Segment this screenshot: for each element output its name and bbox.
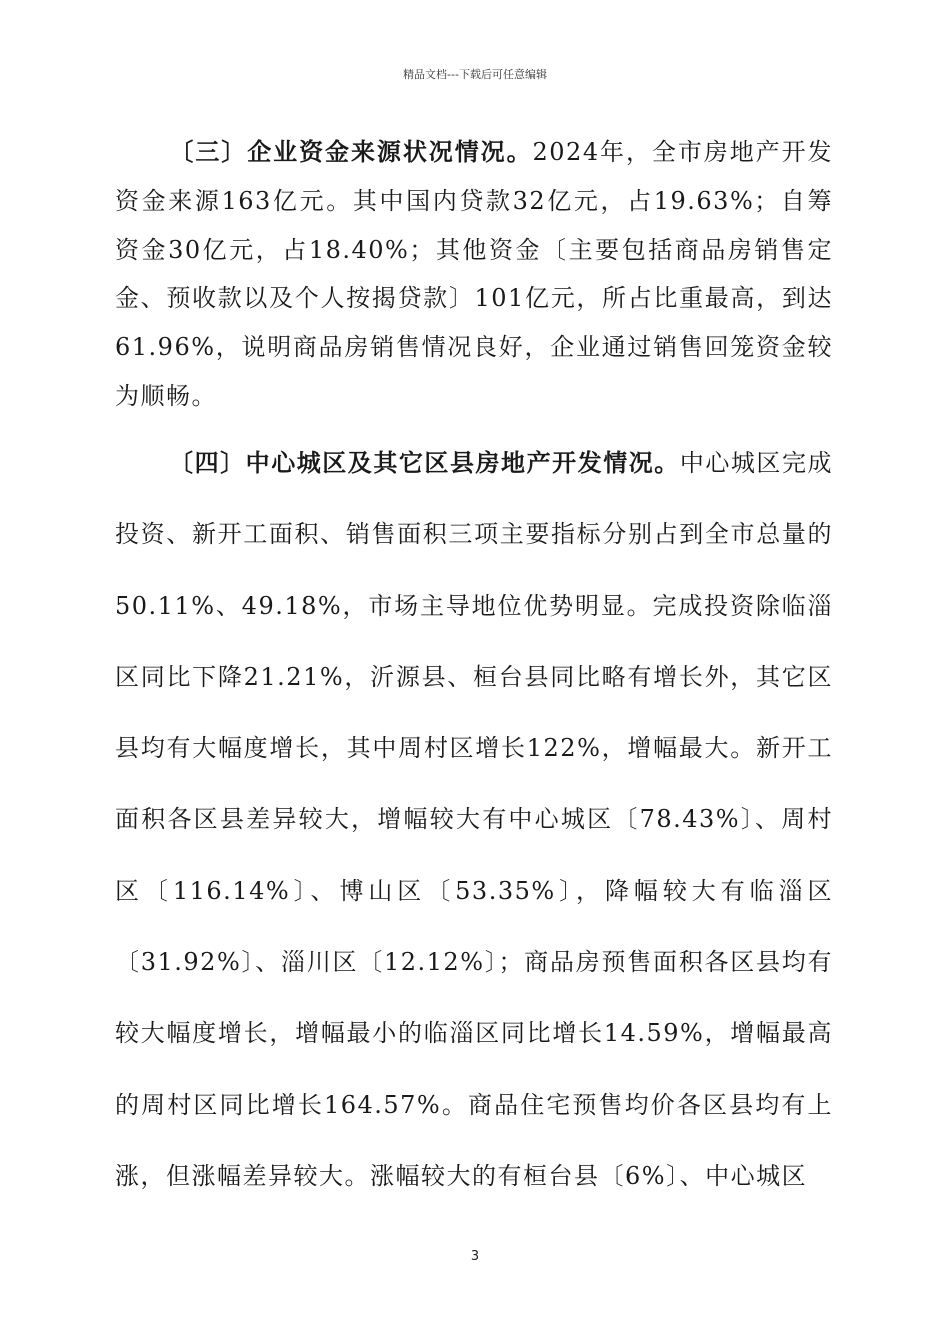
page-number: 3 xyxy=(470,1249,480,1264)
section-3-heading: 〔三〕企业资金来源状况情况。 xyxy=(169,138,533,166)
page-header: 精品文档---下载后可任意编辑 xyxy=(403,68,547,81)
section-4-text: 中心城区完成投资、新开工面积、销售面积三项主要指标分别占到全市总量的50.11%、49.18%，市场主导地位优势明显。完成投资除临淄区同比下降21.21%，沂源县、桓台县同比略有增长外，其它区县均有大幅度增长，其中周村区增长122%，增幅最大。新开工面积各区县差异较大，增幅较大有中心城区〔78.43%〕、周村区〔116.14%〕、博山区〔53.35%〕，降幅较大有临淄区〔31.92%〕、淄川区〔12.12%〕；商品房预售面积各区县均有较大幅度增长，增幅最小的临淄区同比增长14.59%，增幅最高的周村区同比增长164.57%。商品住宅预售均价各区县均有上涨，但涨幅差异较大。涨幅较大的有桓台县〔6%〕、中心城区 xyxy=(115,449,834,1190)
section-4 xyxy=(115,428,833,1212)
section-4-heading: 〔四〕中心城区及其它区县房地产开发情况。 xyxy=(169,449,680,477)
section-3-text: 2024年，全市房地产开发资金来源163亿元。其中国内贷款32亿元，占19.63%；自筹资金30亿元，占18.40%；其他资金〔主要包括商品房销售定金、预收款以及个人按揭贷款〕101亿元，所占比重最高，到达61.96%，说明商品房销售情况良好，企业通过销售回笼资金较为顺畅。 xyxy=(115,138,834,410)
section-3-paragraph xyxy=(115,128,833,421)
section-4-paragraph xyxy=(115,428,833,1212)
section-3 xyxy=(115,128,833,421)
